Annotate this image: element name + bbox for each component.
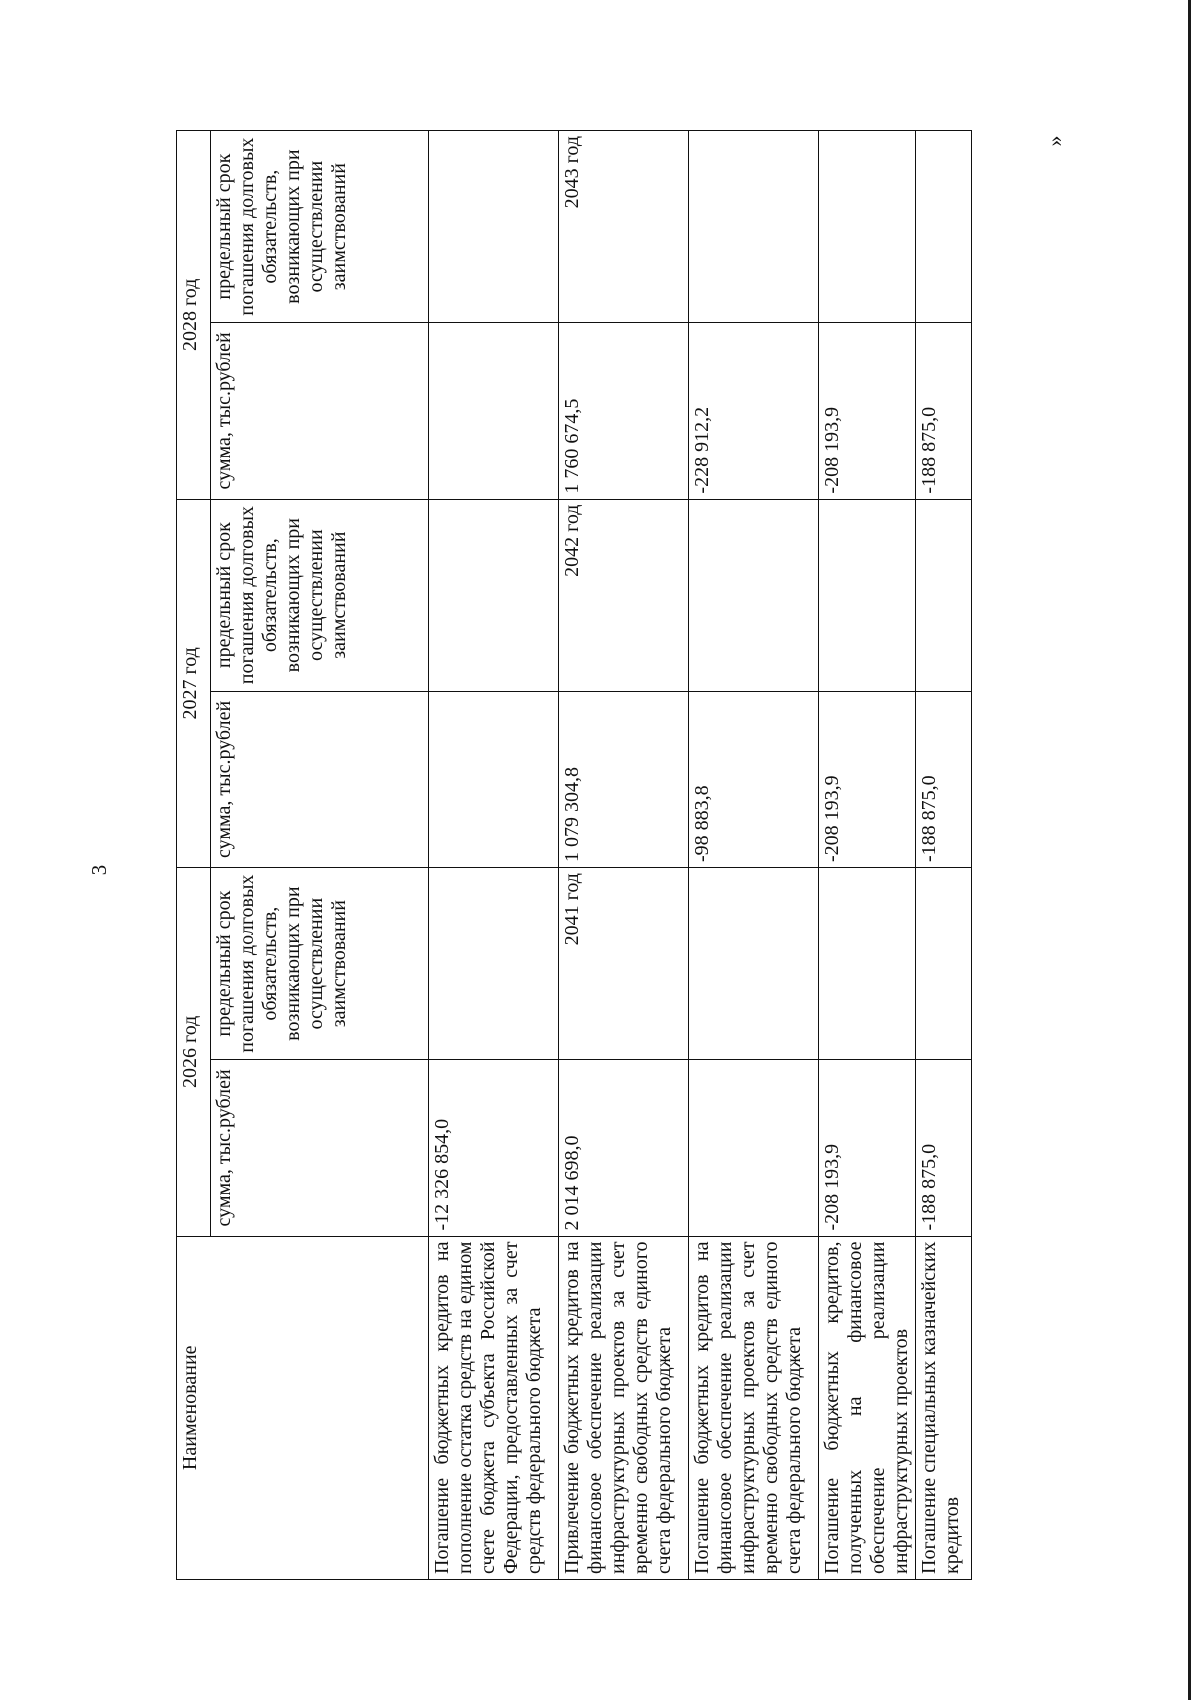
column-header-year-2028: 2028 год [177, 131, 211, 500]
cell-term-2026 [429, 868, 559, 1060]
cell-amount-2027: -188 875,0 [916, 691, 972, 867]
borrowing-program-table [176, 130, 972, 1580]
subheader-term-2027: предельный срок погашения долговых обязательств, возникающих при осуществлении заимствований [211, 499, 429, 691]
cell-amount-2026: -12 326 854,0 [429, 1060, 559, 1236]
closing-quote-mark: » [1042, 135, 1067, 147]
cell-amount-2028: -228 912,2 [689, 323, 819, 499]
table-row [819, 131, 916, 1580]
cell-term-2027 [689, 499, 819, 691]
cell-term-2027 [916, 499, 972, 691]
header-row-years [177, 131, 211, 1580]
row-name: Привлечение бюджетных кредитов на финансовое обеспечение реализации инфраструктурных проектов за счет временно свободных средств единого счета федерального бюджета [559, 1236, 689, 1579]
row-name: Погашение бюджетных кредитов на пополнение остатка средств на едином счете бюджета субъекта Российской Федерации, предоставленных за счет средств федерального бюджета [429, 1236, 559, 1579]
cell-term-2026 [916, 868, 972, 1060]
scan-edge-line [1188, 0, 1191, 1700]
cell-term-2026 [689, 868, 819, 1060]
row-name: Погашение бюджетных кредитов на финансовое обеспечение реализации инфраструктурных проектов за счет временно свободных средств единого счета федерального бюджета [689, 1236, 819, 1579]
cell-term-2026 [819, 868, 916, 1060]
subheader-amount-2028: сумма, тыс.рублей [211, 323, 429, 499]
page-number: 3 [87, 864, 111, 876]
cell-term-2026: 2041 год [559, 868, 689, 1060]
cell-amount-2027: -98 883,8 [689, 691, 819, 867]
subheader-term-2026: предельный срок погашения долговых обязательств, возникающих при осуществлении заимствований [211, 868, 429, 1060]
subheader-amount-2027: сумма, тыс.рублей [211, 691, 429, 867]
row-name: Погашение бюджетных кредитов, полученных на финансовое обеспечение реализации инфраструктурных проектов [819, 1236, 916, 1579]
cell-amount-2026: -208 193,9 [819, 1060, 916, 1236]
table-row [689, 131, 819, 1580]
cell-amount-2026: -188 875,0 [916, 1060, 972, 1236]
subheader-amount-2026: сумма, тыс.рублей [211, 1060, 429, 1236]
cell-amount-2028: 1 760 674,5 [559, 323, 689, 499]
cell-term-2028 [819, 131, 916, 323]
cell-amount-2028: -208 193,9 [819, 323, 916, 499]
table-row [429, 131, 559, 1580]
column-header-year-2027: 2027 год [177, 499, 211, 867]
cell-term-2027: 2042 год [559, 499, 689, 691]
table-row [916, 131, 972, 1580]
cell-term-2028 [916, 131, 972, 323]
column-header-year-2026: 2026 год [177, 868, 211, 1236]
column-header-name: Наименование [177, 1236, 429, 1579]
rotated-table-frame [176, 130, 1046, 1580]
cell-term-2027 [819, 499, 916, 691]
cell-term-2028 [429, 131, 559, 323]
rotated-table-content [176, 130, 1046, 1580]
cell-amount-2026: 2 014 698,0 [559, 1060, 689, 1236]
cell-amount-2027 [429, 691, 559, 867]
cell-amount-2027: -208 193,9 [819, 691, 916, 867]
cell-term-2027 [429, 499, 559, 691]
row-name: Погашение специальных казначейских кредитов [916, 1236, 972, 1579]
subheader-term-2028: предельный срок погашения долговых обязательств, возникающих при осуществлении заимствований [211, 131, 429, 323]
table-row [559, 131, 689, 1580]
cell-amount-2028 [429, 323, 559, 499]
cell-amount-2027: 1 079 304,8 [559, 691, 689, 867]
cell-amount-2028: -188 875,0 [916, 323, 972, 499]
cell-term-2028 [689, 131, 819, 323]
cell-amount-2026 [689, 1060, 819, 1236]
cell-term-2028: 2043 год [559, 131, 689, 323]
